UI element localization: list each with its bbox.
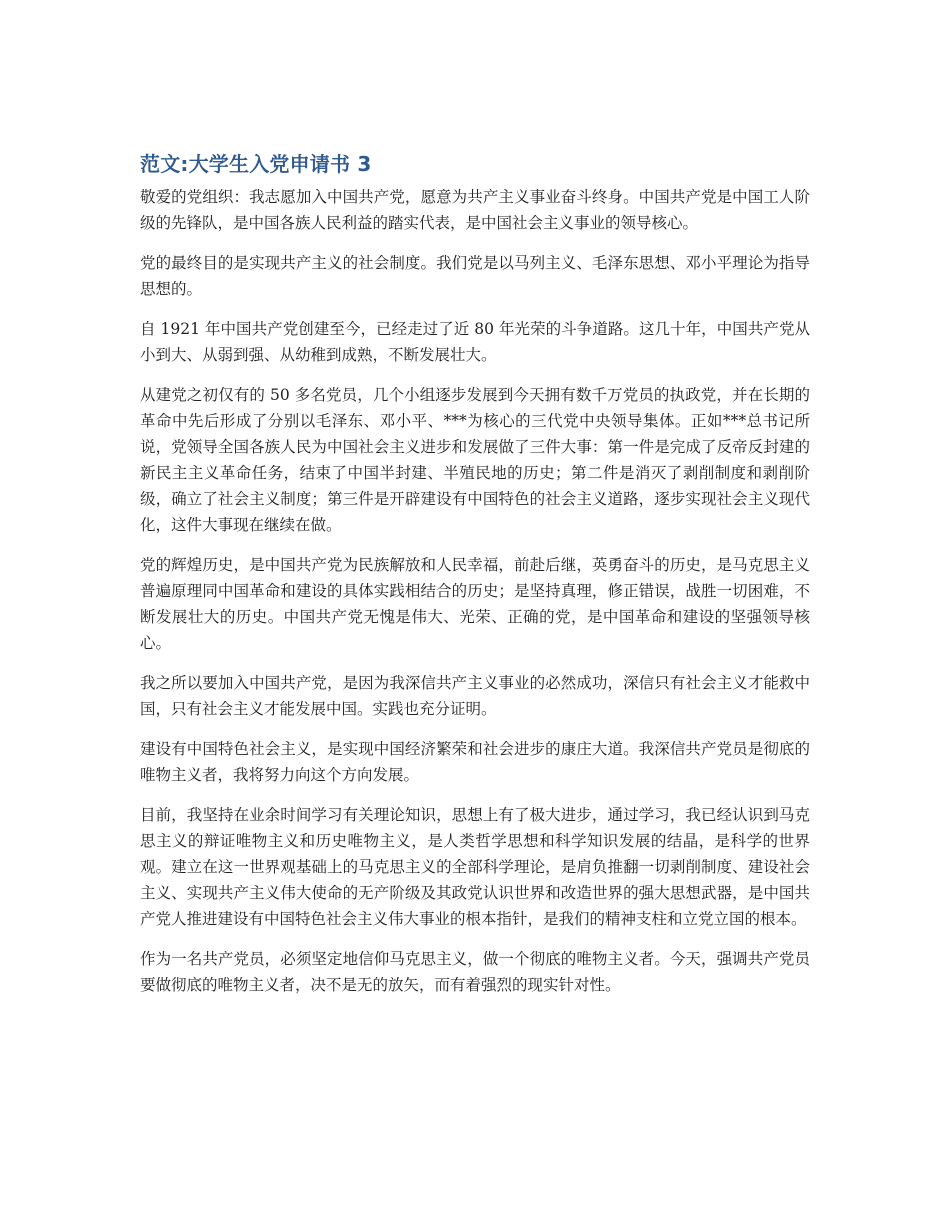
paragraph-5: 党的辉煌历史，是中国共产党为民族解放和人民幸福，前赴后继，英勇奋斗的历史，是马克思主义普遍原理同中国革命和建设的具体实践相结合的历史；是坚持真理，修正错误，战胜一切困难，不断发展壮大的历史。中国共产党无愧是伟大、光荣、正确的党，是中国革命和建设的坚强领导核心。 bbox=[140, 556, 810, 652]
paragraph-1: 敬爱的党组织：我志愿加入中国共产党，愿意为共产主义事业奋斗终身。中国共产党是中国工人阶级的先锋队，是中国各族人民利益的踏实代表，是中国社会主义事业的领导核心。 bbox=[140, 188, 810, 232]
paragraph-9: 作为一名共产党员，必须坚定地信仰马克思主义，做一个彻底的唯物主义者。今天，强调共产党员要做彻底的唯物主义者，决不是无的放矢，而有着强烈的现实针对性。 bbox=[140, 950, 810, 994]
paragraph-7: 建设有中国特色社会主义，是实现中国经济繁荣和社会进步的康庄大道。我深信共产党员是彻底的唯物主义者，我将努力向这个方向发展。 bbox=[140, 740, 810, 784]
paragraph-6: 我之所以要加入中国共产党，是因为我深信共产主义事业的必然成功，深信只有社会主义才能救中国，只有社会主义才能发展中国。实践也充分证明。 bbox=[140, 674, 810, 718]
paragraph-3: 自 1921 年中国共产党创建至今，已经走过了近 80 年光荣的斗争道路。这几十年，中国共产党从小到大、从弱到强、从幼稚到成熟，不断发展壮大。 bbox=[140, 320, 810, 364]
document-title: 范文:大学生入党申请书 3 bbox=[140, 152, 372, 176]
paragraph-2: 党的最终目的是实现共产主义的社会制度。我们党是以马列主义、毛泽东思想、邓小平理论为指导思想的。 bbox=[140, 254, 810, 298]
paragraph-4: 从建党之初仅有的 50 多名党员，几个小组逐步发展到今天拥有数千万党员的执政党，并在长期的革命中先后形成了分别以毛泽东、邓小平、***为核心的三代党中央领导集体。正如***总书记所说，党领导全国各族人民为中国社会主义进步和发展做了三件大事：第一件是完成了反帝反封建的新民主主义革命任务，结束了中国半封建、半殖民地的历史；第二件是消灭了剥削制度和剥削阶级，确立了社会主义制度；第三件是开辟建设有中国特色的社会主义道路，逐步实现社会主义现代化，这件大事现在继续在做。 bbox=[140, 386, 810, 534]
paragraph-8: 目前，我坚持在业余时间学习有关理论知识，思想上有了极大进步，通过学习，我已经认识到马克思主义的辩证唯物主义和历史唯物主义，是人类哲学思想和科学知识发展的结晶，是科学的世界观。建立在这一世界观基础上的马克思主义的全部科学理论，是肩负推翻一切剥削制度、建设社会主义、实现共产主义伟大使命的无产阶级及其政党认识世界和改造世界的强大思想武器，是中国共产党人推进建设有中国特色社会主义伟大事业的根本指针，是我们的精神支柱和立党立国的根本。 bbox=[140, 806, 810, 928]
document-page bbox=[140, 150, 810, 1012]
